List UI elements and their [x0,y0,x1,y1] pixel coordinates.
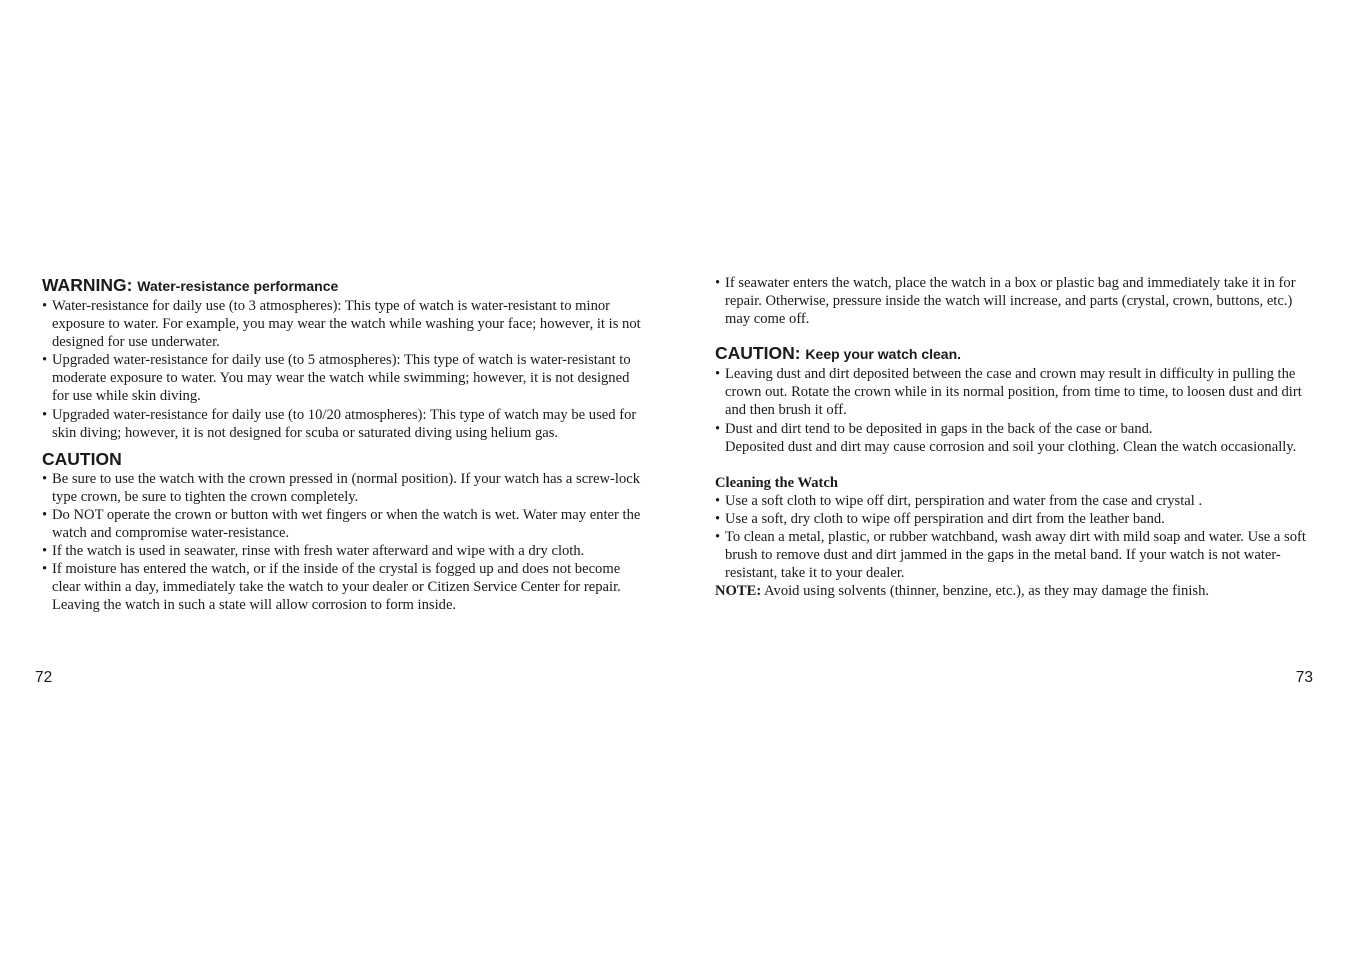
clean-caution-list [715,365,1315,455]
cleaning-item: • Use a soft cloth to wipe off dirt, perspiration and water from the case and crystal . [715,492,1203,509]
caution-item: • If moisture has entered the watch, or if the inside of the crystal is fogged up and does not become clear within a day, immediately take the watch to your dealer or Citizen Service Center for repair. Leaving the watch in such a state will allow corrosion to form inside. [42,561,621,614]
right-page [675,0,1351,954]
bullet-icon: • [42,561,48,578]
left-page [0,0,675,954]
caution-item: • Do NOT operate the crown or button with wet fingers or when the watch is wet. Water may enter the watch and compromise water-resistance. [42,506,641,542]
note-text: Avoid using solvents (thinner, benzine, etc.), as they may damage the finish. [761,583,1210,600]
warning-item: • Water-resistance for daily use (to 3 atmospheres): This type of watch is water-resistant to minor exposure to water. For example, you may wear the watch while washing your face; however, it is not designed for use underwater. [42,298,641,351]
cleaning-list [715,492,1315,582]
bullet-icon: • [715,510,721,527]
clean-caution-heading [715,342,1315,365]
clean-caution-label: CAUTION: [715,343,801,364]
left-page-content [42,274,642,615]
right-page-content [715,274,1315,600]
bullet-icon: • [42,470,48,487]
clean-caution-item: • Dust and dirt tend to be deposited in gaps in the back of the case or band. Deposited dust and dirt may cause corrosion and soil your clothing. Clean the watch occasionally. [715,420,1315,456]
warning-list [42,297,642,442]
warning-heading [42,274,642,297]
clean-caution-continuation: Deposited dust and dirt may cause corrosion and soil your clothing. Clean the watch occasionally. [725,438,1297,455]
bullet-icon: • [715,366,721,383]
clean-caution-subtitle: Keep your watch clean. [805,346,962,363]
seawater-item: • If seawater enters the watch, place the watch in a box or plastic bag and immediately take it in for repair. Otherwise, pressure inside the watch will increase, and parts (crystal, crown, buttons, etc.) may come off. [715,275,1296,328]
warning-item: • Upgraded water-resistance for daily use (to 10/20 atmospheres): This type of watch may be used for skin diving; however, it is not designed for scuba or saturated diving using helium gas. [42,406,637,441]
bullet-icon: • [42,352,48,369]
warning-label: WARNING: [42,275,133,295]
page-number-left: 72 [35,669,53,686]
caution-item: • If the watch is used in seawater, rinse with fresh water afterward and wipe with a dry cloth. [42,543,585,560]
bullet-icon: • [42,298,48,314]
caution-heading: CAUTION [42,448,122,469]
caution-item: • Be sure to use the watch with the crown pressed in (normal position). If your watch has a screw-lock type crown, be sure to tighten the crown completely. [42,470,641,505]
bullet-icon: • [715,529,721,546]
note-label: NOTE: [715,583,762,600]
bullet-icon: • [42,506,48,523]
bullet-icon: • [715,275,721,291]
cleaning-title: Cleaning the Watch [715,474,838,491]
bullet-icon: • [715,420,721,437]
page-number-right: 73 [1295,669,1313,686]
clean-caution-item: • Leaving dust and dirt deposited between the case and crown may result in difficulty in pulling the crown out. Rotate the crown while in its normal position, from time to time, to loosen dust and dirt and then brush it off. [715,366,1302,419]
bullet-icon: • [715,492,721,509]
note [715,582,1315,600]
seawater-list [715,274,1315,328]
bullet-icon: • [42,543,48,560]
bullet-icon: • [42,406,48,423]
warning-subtitle: Water-resistance performance [137,278,339,294]
warning-item: • Upgraded water-resistance for daily use (to 5 atmospheres): This type of watch is water-resistant to moderate exposure to water. You may wear the watch while swimming; however, it is not designed for use while skin diving. [42,352,631,405]
cleaning-item: • To clean a metal, plastic, or rubber watchband, wash away dirt with mild soap and water. Use a soft brush to remove dust and dirt jammed in the gaps in the metal band. If your watch is not water-resistant, take it to your dealer. [715,529,1306,582]
caution-list [42,470,642,615]
cleaning-item: • Use a soft, dry cloth to wipe off perspiration and dirt from the leather band. [715,510,1165,527]
